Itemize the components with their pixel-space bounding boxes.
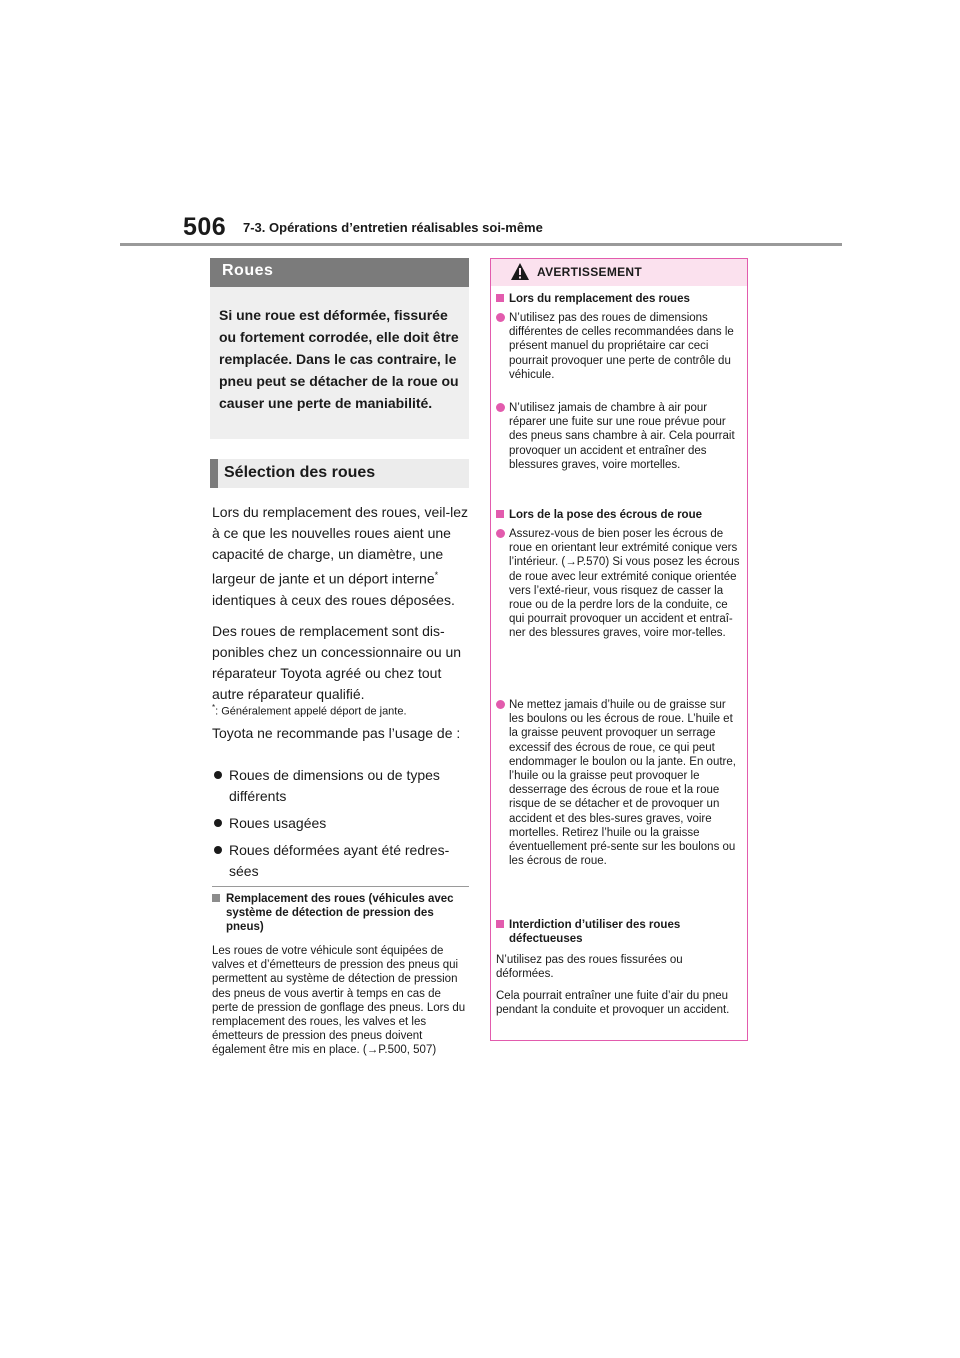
bullet-icon bbox=[214, 819, 222, 827]
paragraph-1 bbox=[212, 502, 470, 611]
warning-title: AVERTISSEMENT bbox=[537, 265, 643, 279]
bullet-icon bbox=[214, 846, 222, 854]
square-bullet-icon bbox=[496, 510, 504, 518]
page-number: 506 bbox=[183, 213, 227, 241]
warning-paragraph: N’utilisez pas des roues fissurées ou déformées. bbox=[496, 954, 683, 981]
round-bullet-icon bbox=[496, 700, 505, 709]
warning-paragraph: Cela pourrait entraîner une fuite d’air du pneu pendant la conduite et provoquer un accident. bbox=[496, 990, 730, 1017]
square-bullet-icon bbox=[496, 920, 504, 928]
warning-section-heading bbox=[496, 508, 742, 522]
warning-section-heading bbox=[496, 918, 742, 946]
heading-marker bbox=[210, 459, 218, 488]
roues-heading: Roues bbox=[222, 262, 274, 279]
round-bullet-icon bbox=[496, 529, 505, 538]
footnote-ref: * bbox=[434, 570, 439, 580]
section-heading-text: Lors du remplacement des roues bbox=[509, 293, 690, 305]
list-item-text: Roues déformées ayant été redres-sées bbox=[229, 842, 450, 879]
note-heading bbox=[212, 892, 470, 934]
warning-triangle-icon bbox=[510, 262, 530, 281]
paragraph-2: Des roues de remplacement sont dis-ponibles chez un concessionnaire ou un réparateur Toyota agréé ou chez tout autre réparateur qualifié. bbox=[212, 623, 462, 702]
selection-heading-bar bbox=[210, 459, 469, 488]
bullet-list bbox=[212, 765, 470, 888]
intro-text: Si une roue est déformée, fissurée ou fortement corrodée, elle doit être remplacée. Dans le cas contraire, le pneu peut se détacher de la roue ou causer une perte de maniabilité. bbox=[219, 307, 459, 411]
warning-item bbox=[496, 527, 742, 641]
intro-box bbox=[210, 287, 469, 439]
warning-header bbox=[491, 259, 747, 286]
warning-section-heading bbox=[496, 292, 742, 306]
footnote-mark: * bbox=[212, 703, 216, 712]
list-item bbox=[212, 765, 470, 807]
bullet-icon bbox=[214, 771, 222, 779]
warning-item-text: Assurez-vous de bien poser les écrous de roue en orientant leur extrémité conique vers l’intérieur. (→P.570) Si vous posez les écrous de roue avec leur extrémité conique orientée vers l’exté-rieur, vous risquez de casser la roue ou de la perdre lors de la conduite, ce qui pourrait provoquer un accident et entraî-ner des blessures graves, voire mor-telles. bbox=[509, 528, 740, 640]
warning-item-text: Ne mettez jamais d’huile ou de graisse sur les boulons ou les écrous de roue. L’huile et la graisse peuvent provoquer un serrage excessif des écrous de roue, ce qui peut endommager le boulon ou la jante. En outre, l’huile ou la graisse peut provoquer le desserrage des écrous de roue et la roue risque de se détacher et de provoquer un accident et des bles-sures graves, voire mortelles. Retirez l’huile ou la graisse éventuellement pré-sente sur les boulons ou les écrous de roue. bbox=[509, 699, 736, 868]
list-item bbox=[212, 813, 470, 834]
header-rule bbox=[120, 243, 842, 246]
note-heading-text: Remplacement des roues (véhicules avec système de détection de pression des pneus) bbox=[226, 893, 454, 933]
warning-item bbox=[496, 698, 742, 868]
warning-item bbox=[496, 311, 742, 382]
note-divider bbox=[212, 886, 469, 887]
square-bullet-icon bbox=[496, 294, 504, 302]
note-body: Les roues de votre véhicule sont équipées de valves et d’émetteurs de pression des pneus qui permettent au système de détection de pression des pneus de vous avertir à temps en cas de perte de pression de gonflage des pneus. Lors du remplacement des roues, les valves et les émetteurs de pression des pneus doivent également être mis en place. (→P.500, 507) bbox=[212, 945, 466, 1057]
footnote-text: : Généralement appelé déport de jante. bbox=[215, 705, 407, 718]
selection-heading: Sélection des roues bbox=[224, 464, 376, 481]
paragraph-1-text: Lors du remplacement des roues, veil-lez à ce que les nouvelles roues aient une capacité de charge, un diamètre, une largeur de jante et un déport interne bbox=[212, 504, 469, 587]
list-item-text: Roues de dimensions ou de types différents bbox=[229, 767, 440, 804]
warning-item bbox=[496, 401, 742, 472]
roues-heading-bar bbox=[210, 258, 469, 287]
paragraph-3: Toyota ne recommande pas l’usage de : bbox=[212, 725, 461, 741]
warning-item-text: N’utilisez pas des roues de dimensions différentes de celles recommandées dans le présent manuel du propriétaire car ceci pourrait provoquer une perte de contrôle du véhicule. bbox=[509, 312, 734, 381]
list-item bbox=[212, 840, 470, 882]
warning-item-text: N’utilisez jamais de chambre à air pour réparer une fuite sur une roue prévue pour des pneus sans chambre à air. Cela pourrait provoquer un accident et entraîner des blessures graves, voire mortelles. bbox=[509, 402, 735, 471]
footnote bbox=[212, 700, 470, 720]
section-heading-text: Interdiction d’utiliser des roues défectueuses bbox=[509, 919, 681, 945]
paragraph-1-end: identiques à ceux des roues déposées. bbox=[212, 591, 455, 608]
round-bullet-icon bbox=[496, 403, 505, 412]
list-item-text: Roues usagées bbox=[229, 815, 327, 831]
round-bullet-icon bbox=[496, 313, 505, 322]
chapter-title: 7-3. Opérations d’entretien réalisables soi-même bbox=[243, 220, 543, 235]
section-heading-text: Lors de la pose des écrous de roue bbox=[509, 509, 703, 521]
square-bullet-icon bbox=[212, 894, 220, 902]
